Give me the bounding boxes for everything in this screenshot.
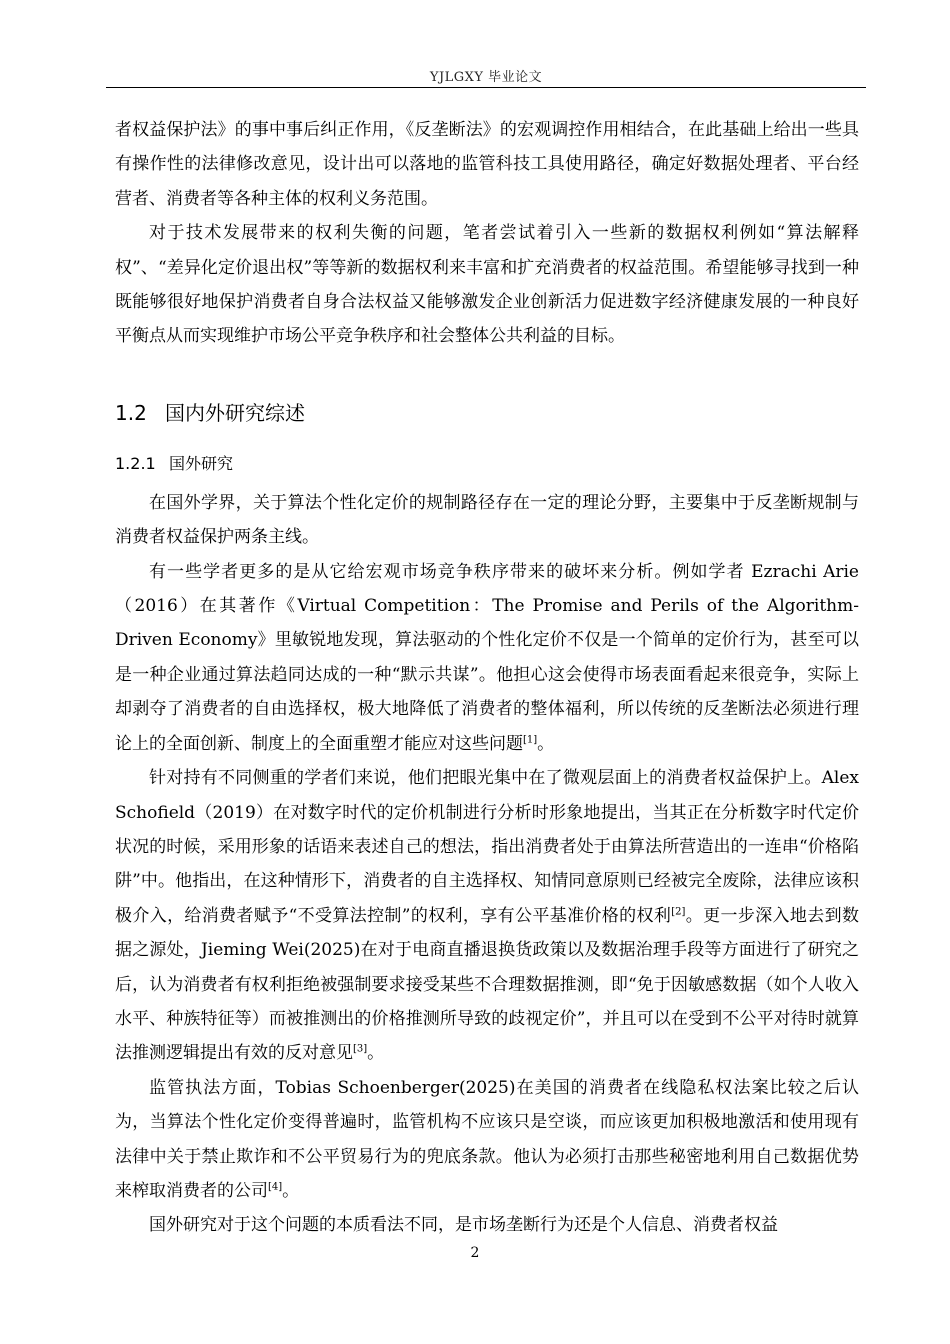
document-body xyxy=(115,113,859,1243)
subsection-heading xyxy=(115,442,859,486)
section-title: 国内外研究综述 xyxy=(165,400,305,425)
page-number: 2 xyxy=(470,1245,480,1261)
citation-3[interactable]: [3] xyxy=(353,1043,368,1055)
paragraph-text: 针对持有不同侧重的学者们来说，他们把眼光集中在了微观层面上的消费者权益保护上。Alex Schofield（2019）在对数字时代的定价机制进行分析时形象地提出，当其正在分析数字时代定价状况的时候，采用形象的话语来表述自己的想法，指出消费者处于由算法所营造出的一连串“价格陷阱”中。他指出，在这种情形下，消费者的自主选择权、知情同意原则已经被完全废除，法律应该积极介入，给消费者赋予“不受算法控制”的权利，享有公平基准价格的权利 xyxy=(115,768,859,926)
paragraph-summary: 国外研究对于这个问题的本质看法不同，是市场垄断行为还是个人信息、消费者权益 xyxy=(149,1215,778,1236)
paragraph-end: 。 xyxy=(537,733,555,754)
section-heading xyxy=(115,384,859,442)
paragraph-text-cont: 。更一步深入地去到数据之源处，Jieming Wei(2025)在对于电商直播退换货政策以及数据治理手段等方面进行了研究之后，认为消费者有权利拒绝被强制要求接受某些不合理数据推测，即“免于因敏感数据（如个人收入水平、种族特征等）而被推测出的价格推测所导致的歧视定价”，并且可以在受到不公平对待时就算法推测逻辑提出有效的反对意见 xyxy=(115,905,859,1064)
header-rule xyxy=(106,87,866,88)
subsection-number: 1.2.1 xyxy=(115,453,156,473)
running-header: YJLGXY 毕业论文 xyxy=(429,70,543,85)
paragraph-text: 有一些学者更多的是从它给宏观市场竞争秩序带来的破坏来分析。例如学者 Ezrachi Arie（2016）在其著作《Virtual Competition：The Promise and Perils of the Algorithm-Driven Economy》里敏锐地发现，算法驱动的个性化定价不仅是一个简单的定价行为，甚至可以是一种企业通过算法趋同达成的一种“默示共谋”。他担心这会使得市场表面看起来很竞争，实际上却剥夺了消费者的自由选择权，极大地降低了消费者的整体福利，所以传统的反垄断法必须进行理论上的全面创新、制度上的全面重塑才能应对这些问题 xyxy=(115,561,859,754)
citation-2[interactable]: [2] xyxy=(671,906,686,918)
paragraph-end: 。 xyxy=(282,1180,300,1201)
paragraph-text: 监管执法方面，Tobias Schoenberger(2025)在美国的消费者在线隐私权法案比较之后认为，当算法个性化定价变得普遍时，监管机构不应该只是空谈，而应该更加积极地激活和使用现有法律中关于禁止欺诈和不公平贸易行为的兜底条款。他认为必须打击那些秘密地利用自己数据优势来榨取消费者的公司 xyxy=(115,1077,859,1201)
citation-4[interactable]: [4] xyxy=(268,1181,283,1193)
paragraph-rights-imbalance: 对于技术发展带来的权利失衡的问题，笔者尝试着引入一些新的数据权利例如“算法解释权”、“差异化定价退出权”等等新的数据权利来丰富和扩充消费者的权益范围。希望能够寻找到一种既能够很好地保护消费者自身合法权益又能够激发企业创新活力促进数字经济健康发展的一种良好平衡点从而实现维护市场公平竞争秩序和社会整体公共利益的目标。 xyxy=(115,223,859,347)
paragraph-ezrachi xyxy=(115,555,859,761)
paragraph-intro: 在国外学界，关于算法个性化定价的规制路径存在一定的理论分野，主要集中于反垄断规制与消费者权益保护两条主线。 xyxy=(115,492,859,548)
citation-1[interactable]: [1] xyxy=(523,734,538,746)
paragraph-end: 。 xyxy=(367,1043,385,1064)
subsection-title: 国外研究 xyxy=(169,453,234,473)
paragraph-schofield xyxy=(115,761,859,1071)
paragraph-continued: 者权益保护法》的事中事后纠正作用，《反垄断法》的宏观调控作用相结合，在此基础上给出一些具有操作性的法律修改意见，设计出可以落地的监管科技工具使用路径，确定好数据处理者、平台经营者、消费者等各种主体的权利义务范围。 xyxy=(115,120,859,209)
section-number: 1.2 xyxy=(115,400,147,425)
paragraph-schoenberger xyxy=(115,1071,859,1209)
